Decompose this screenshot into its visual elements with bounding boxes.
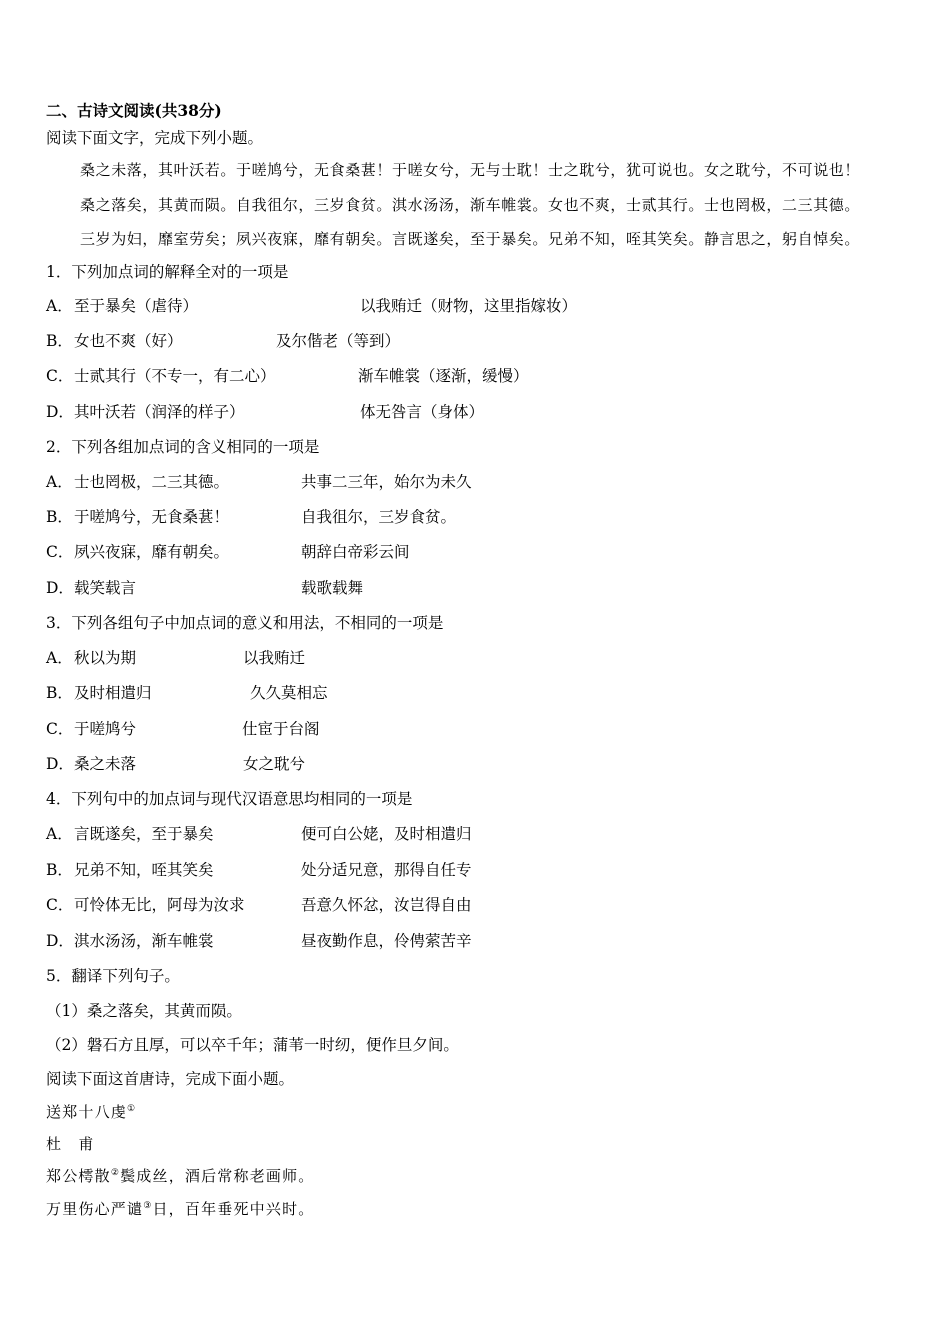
passage-line: 三岁为妇，靡室劳矣；夙兴夜寐，靡有朝矣。言既遂矣，至于暴矣。兄弟不知，咥其笑矣。静言思之，躬自悼矣。 bbox=[80, 230, 861, 248]
option-text-b: 渐车帷裳（逐渐，缓慢） bbox=[358, 367, 529, 385]
option-text-a: 秋以为期 bbox=[74, 649, 137, 667]
option-label: A． bbox=[46, 649, 73, 667]
option-text-b: 久久莫相忘 bbox=[250, 684, 328, 702]
option-label: A． bbox=[46, 297, 73, 315]
option-label: D． bbox=[46, 755, 74, 773]
poem-title bbox=[46, 1102, 136, 1122]
q4-option-b bbox=[46, 860, 472, 880]
option-text-b: 便可白公姥，及时相遣归 bbox=[301, 825, 472, 843]
option-label: D． bbox=[46, 932, 74, 950]
q2-option-d bbox=[46, 578, 364, 598]
option-text-b: 女之耽兮 bbox=[243, 755, 306, 773]
passage-line: 桑之落矣，其黄而陨。自我徂尔，三岁食贫。淇水汤汤，渐车帷裳。女也不爽，士贰其行。士也罔极，二三其德。 bbox=[80, 196, 861, 214]
question-5-stem: 5．翻译下列句子。 bbox=[46, 967, 180, 985]
option-text-b: 吾意久怀忿，汝岂得自由 bbox=[301, 896, 472, 914]
option-text-a: 可怜体无比，阿母为汝求 bbox=[74, 896, 245, 914]
option-label: C． bbox=[46, 720, 74, 738]
option-text-b: 及尔偕老（等到） bbox=[276, 332, 401, 350]
q4-option-d bbox=[46, 931, 472, 951]
option-text-a: 女也不爽（好） bbox=[74, 332, 183, 350]
q2-option-c bbox=[46, 542, 410, 562]
footnote-marker: ② bbox=[110, 1168, 121, 1178]
option-label: A． bbox=[46, 473, 73, 491]
option-text-b: 处分适兄意，那得自任专 bbox=[301, 861, 472, 879]
poem-line-text: 万里伤心严谴 bbox=[46, 1200, 144, 1218]
option-label: C． bbox=[46, 896, 74, 914]
option-text-a: 其叶沃若（润泽的样子） bbox=[74, 403, 245, 421]
option-text-b: 载歌载舞 bbox=[301, 579, 364, 597]
question-2-stem: 2．下列各组加点词的含义相同的一项是 bbox=[46, 438, 320, 456]
option-label: B． bbox=[46, 861, 73, 879]
q5-item-2: （2）磐石方且厚，可以卒千年；蒲苇一时纫，便作旦夕间。 bbox=[46, 1036, 459, 1054]
q3-option-a bbox=[46, 648, 306, 668]
option-label: B． bbox=[46, 684, 73, 702]
q1-option-d bbox=[46, 402, 485, 422]
question-3-stem: 3．下列各组句子中加点词的意义和用法，不相同的一项是 bbox=[46, 614, 444, 632]
option-text-b: 以我贿迁（财物，这里指嫁妆） bbox=[360, 297, 578, 315]
q4-option-a bbox=[46, 824, 472, 844]
option-text-a: 淇水汤汤，渐车帷裳 bbox=[74, 932, 214, 950]
option-label: C． bbox=[46, 367, 74, 385]
q2-option-a bbox=[46, 472, 472, 492]
q3-option-c bbox=[46, 719, 320, 739]
footnote-marker: ① bbox=[127, 1104, 137, 1114]
question-1-stem: 1．下列加点词的解释全对的一项是 bbox=[46, 263, 289, 281]
option-label: D． bbox=[46, 579, 74, 597]
poem-line-text: 日，百年垂死中兴时。 bbox=[152, 1200, 315, 1218]
option-text-a: 桑之未落 bbox=[74, 755, 137, 773]
option-text-a: 于嗟鸠兮，无食桑葚！ bbox=[74, 508, 230, 526]
q3-option-d bbox=[46, 754, 306, 774]
q1-option-c bbox=[46, 366, 529, 386]
option-label: A． bbox=[46, 825, 73, 843]
reading-instruction: 阅读下面文字，完成下列小题。 bbox=[46, 129, 264, 147]
option-text-a: 士也罔极，二三其德。 bbox=[74, 473, 230, 491]
q1-option-a bbox=[46, 296, 578, 316]
option-text-b: 仕宦于台阁 bbox=[242, 720, 320, 738]
q2-option-b bbox=[46, 507, 457, 527]
option-text-a: 及时相遣归 bbox=[74, 684, 152, 702]
question-4-stem: 4．下列句中的加点词与现代汉语意思均相同的一项是 bbox=[46, 790, 413, 808]
option-text-b: 自我徂尔，三岁食贫。 bbox=[301, 508, 457, 526]
q3-option-b bbox=[46, 683, 328, 703]
option-label: C． bbox=[46, 543, 74, 561]
option-label: B． bbox=[46, 508, 73, 526]
poem-author: 杜 甫 bbox=[46, 1135, 95, 1153]
option-text-b: 朝辞白帝彩云间 bbox=[301, 543, 410, 561]
option-text-a: 夙兴夜寐，靡有朝矣。 bbox=[74, 543, 230, 561]
passage-line: 桑之未落，其叶沃若。于嗟鸠兮，无食桑葚！于嗟女兮，无与士耽！士之耽兮，犹可说也。女之耽兮，不可说也！ bbox=[80, 161, 861, 179]
option-text-a: 至于暴矣（虐待） bbox=[74, 297, 199, 315]
q4-option-c bbox=[46, 895, 472, 915]
option-label: D． bbox=[46, 403, 74, 421]
footnote-marker: ③ bbox=[143, 1201, 153, 1211]
option-text-b: 共事二三年，始尔为未久 bbox=[301, 473, 472, 491]
poem-line-1 bbox=[46, 1166, 315, 1186]
option-text-b: 体无咎言（身体） bbox=[360, 403, 485, 421]
poem-title-text: 送郑十八虔 bbox=[46, 1103, 128, 1121]
q1-option-b bbox=[46, 331, 401, 351]
poem-line-2 bbox=[46, 1199, 315, 1219]
q5-item-1: （1）桑之落矣，其黄而陨。 bbox=[46, 1002, 242, 1020]
option-text-b: 以我贿迁 bbox=[243, 649, 306, 667]
option-text-a: 载笑载言 bbox=[74, 579, 137, 597]
option-text-b: 昼夜勤作息，伶俜萦苦辛 bbox=[301, 932, 472, 950]
option-text-a: 于嗟鸠兮 bbox=[74, 720, 137, 738]
option-text-a: 兄弟不知，咥其笑矣 bbox=[74, 861, 214, 879]
option-text-a: 士贰其行（不专一，有二心） bbox=[74, 367, 276, 385]
option-text-a: 言既遂矣，至于暴矣 bbox=[74, 825, 214, 843]
poem-line-text: 鬓成丝，酒后常称老画师。 bbox=[120, 1167, 315, 1185]
section-title: 二、古诗文阅读(共38分) bbox=[46, 101, 222, 120]
poem-line-text: 郑公樗散 bbox=[46, 1167, 111, 1185]
option-label: B． bbox=[46, 332, 73, 350]
poem-instruction: 阅读下面这首唐诗，完成下面小题。 bbox=[46, 1070, 295, 1088]
